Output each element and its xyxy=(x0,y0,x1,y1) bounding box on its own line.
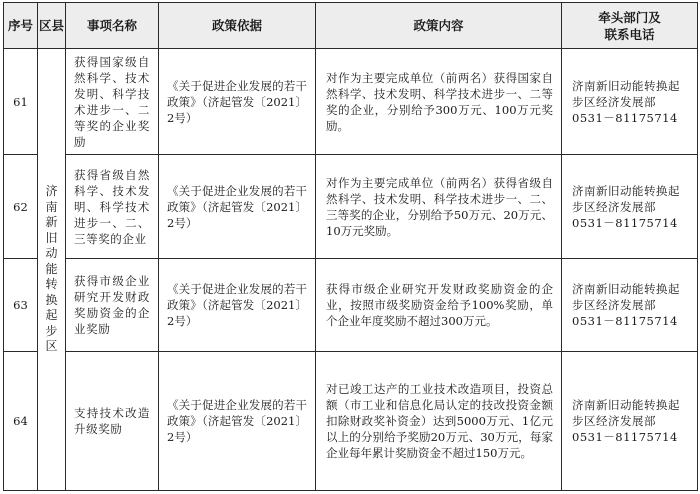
header-district: 区县 xyxy=(38,3,66,49)
row-basis: 《关于促进企业发展的若干政策》（济起管发〔2021〕2号） xyxy=(159,352,316,491)
row-dept xyxy=(562,259,698,352)
row-num: 61 xyxy=(4,49,38,155)
row-item: 获得省级自然科学、技术发明、科学技术进步一、二、三等奖的企业 xyxy=(66,155,159,259)
row-content: 对作为主要完成单位（前两名）获得国家自然科学、技术发明、科学技术进步一、二等奖的企业，分别给予300万元、100万元奖励。 xyxy=(316,49,562,155)
row-dept-phone: 0531－81175714 xyxy=(572,430,678,444)
policy-table-container xyxy=(3,2,697,490)
table-row xyxy=(4,352,698,491)
row-item: 获得国家级自然科学、技术发明、科学技术进步一、二等奖的企业奖励 xyxy=(66,49,159,155)
header-num: 序号 xyxy=(4,3,38,49)
row-basis: 《关于促进企业发展的若干政策》（济起管发〔2021〕2号） xyxy=(159,259,316,352)
table-row xyxy=(4,259,698,352)
row-dept-phone: 0531－81175714 xyxy=(572,110,678,125)
district-cell xyxy=(38,49,66,491)
header-dept-line2: 联系电话 xyxy=(604,26,655,42)
header-content: 政策内容 xyxy=(316,3,562,49)
table-row xyxy=(4,155,698,259)
row-basis: 《关于促进企业发展的若干政策》（济起管发〔2021〕2号） xyxy=(159,49,316,155)
row-dept-phone: 0531－81175714 xyxy=(572,314,678,328)
row-item: 获得市级企业研究开发财政奖励资金的企业奖励 xyxy=(66,259,159,352)
district-label: 济南新旧动能转换起步区 xyxy=(45,184,58,354)
row-dept-name: 济南新旧动能转换起步区经济发展部 xyxy=(572,282,680,312)
row-content: 获得市级企业研究开发财政奖励资金的企业，按照市级奖励资金给予100%奖励，单个企业年度奖励不超过300万元。 xyxy=(316,259,562,352)
header-basis: 政策依据 xyxy=(159,3,316,49)
row-content: 对已竣工达产的工业技术改造项目，投资总额（市工业和信息化局认定的技改投资金额扣除财政奖补资金）达到5000万元、1亿元以上的分别给予奖励20万元、30万元，每家企业每年累计奖励资金不超过150万元。 xyxy=(316,352,562,491)
row-content: 对作为主要完成单位（前两名）获得省级自然科学、技术发明、科学技术进步一、二、三等奖的企业，分别给予50万元、20万元、10万元奖励。 xyxy=(316,155,562,259)
row-dept xyxy=(562,49,698,155)
row-dept-name: 济南新旧动能转换起步区经济发展部 xyxy=(572,183,680,214)
header-dept-line1: 牵头部门及 xyxy=(598,9,661,25)
row-item: 支持技术改造升级奖励 xyxy=(66,352,159,491)
row-num: 64 xyxy=(4,352,38,491)
row-dept xyxy=(562,155,698,259)
row-num: 63 xyxy=(4,259,38,352)
policy-table xyxy=(3,2,698,491)
header-item: 事项名称 xyxy=(66,3,159,49)
row-basis: 《关于促进企业发展的若干政策》（济起管发〔2021〕2号） xyxy=(159,155,316,259)
header-dept xyxy=(562,3,698,49)
row-num: 62 xyxy=(4,155,38,259)
row-dept xyxy=(562,352,698,491)
header-row xyxy=(4,3,698,49)
row-dept-name: 济南新旧动能转换起步区经济发展部 xyxy=(572,398,680,428)
row-dept-name: 济南新旧动能转换起步区经济发展部 xyxy=(572,78,680,109)
table-row xyxy=(4,49,698,155)
row-dept-phone: 0531－81175714 xyxy=(572,215,678,230)
